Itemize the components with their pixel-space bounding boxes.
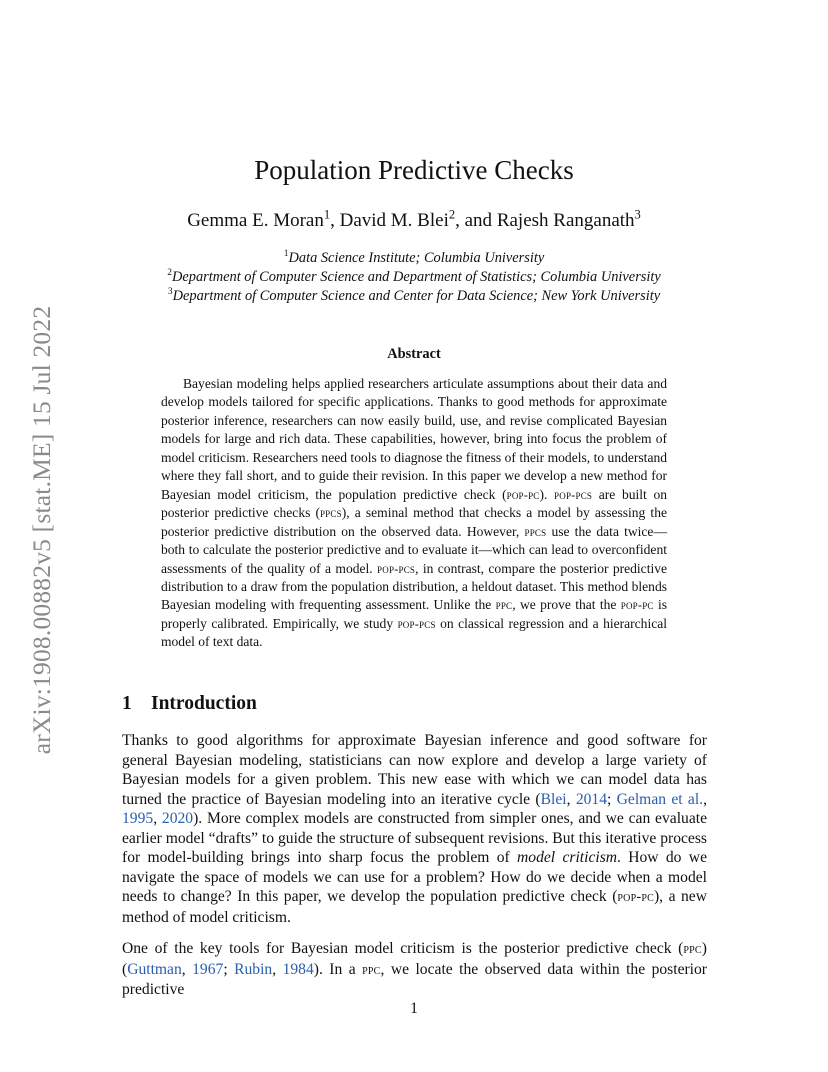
abstract-heading: Abstract	[387, 346, 441, 362]
body-text: Thanks to good algorithms for approximate Bayesian inference and good software for general Bayesian modeling, statisticians can now explore and develop a large variety of Bayesian models for a given problem. This new ease with which we can model data has turned the practice of Bayesian modeling into an iterative cycle (	[122, 732, 707, 808]
body-text: ,	[181, 960, 193, 978]
abstract-text: is properly calibrated. Empirically, we study	[161, 597, 667, 631]
author-affil-marker: 2	[448, 207, 456, 222]
body-paragraph	[122, 731, 707, 927]
citation-link[interactable]: 2014	[575, 790, 608, 808]
body-text: ), a new method of model criticism.	[122, 888, 707, 926]
body-text: ,	[566, 790, 576, 808]
acronym: pop-pcs	[554, 487, 593, 502]
body-text: ,	[703, 790, 707, 808]
abstract-text: , we prove that the	[512, 597, 621, 613]
body-text: ). More complex models are constructed from simpler ones, and we can evaluate earlier model “drafts” to guide the structure of subsequent revisions. But this iterative process for model-building brings into sharp focus the problem of	[122, 810, 708, 866]
affiliation-text: Department of Computer Science and Center for Data Science; New York University	[172, 288, 661, 304]
abstract-text: use the data twice—both to calculate the posterior predictive and to evaluate it—which can lead to overconfident assessments of the quality of a model.	[161, 523, 667, 576]
acronym: pop-pc	[617, 889, 654, 905]
page-number: 1	[410, 1000, 418, 1017]
citation-link[interactable]: 1984	[282, 960, 314, 978]
body-text: ,	[272, 960, 283, 978]
acronym: ppc	[362, 961, 381, 978]
citation-link[interactable]: 2020	[161, 810, 194, 827]
abstract-text: Bayesian modeling helps applied researchers articulate assumptions about their data and develop models tailored for specific applications. Thanks to good methods for approximate posterior inference, researchers can now easily build, use, and revise complicated Bayesian models for large and rich data. These capabilities, however, bring into focus the problem of model criticism. Researchers need tools to diagnose the fitness of their models, to understand where they fall short, and to guide their revision. In this paper we develop a new method for Bayesian model criticism, the population predictive check (	[161, 376, 667, 502]
body-paragraph	[122, 939, 707, 1000]
paper-title: Population Predictive Checks	[254, 155, 574, 185]
citation-link[interactable]: Blei	[540, 790, 567, 808]
author-separator: ,	[330, 210, 340, 231]
author-separator: , and	[455, 210, 497, 231]
abstract-text: on classical regression and a hierarchical model of text data.	[161, 615, 667, 650]
citation-link[interactable]: 1995	[122, 810, 154, 827]
affiliation	[0, 249, 828, 268]
acronym: ppcs	[319, 506, 342, 521]
acronym: pop-pc	[506, 487, 540, 502]
acronym: ppc	[495, 598, 513, 613]
citation-link[interactable]: 1967	[192, 960, 224, 978]
abstract-text: are built on posterior predictive checks (	[161, 486, 667, 521]
citation-link[interactable]: Gelman et al.	[616, 790, 704, 808]
author-affil-marker: 3	[634, 207, 641, 222]
abstract-text: ).	[539, 486, 555, 502]
abstract-text: , in contrast, compare the posterior predictive distribution to a draw from the population distribution, a heldout dataset. This method blends Bayesian modeling with frequenting assessment. Unlike the	[161, 560, 668, 613]
affiliation-text: Department of Computer Science and Department of Statistics; Columbia University	[171, 269, 661, 285]
body-text: ,	[153, 810, 162, 827]
section-title: Introduction	[151, 693, 257, 714]
acronym: ppcs	[524, 524, 547, 539]
acronym: pop-pcs	[377, 561, 416, 576]
acronym: ppc	[683, 941, 702, 957]
body-text: ;	[607, 790, 617, 808]
citation-link[interactable]: Guttman	[127, 960, 182, 978]
abstract-text: ), a seminal method that checks a model by assessing the posterior predictive distribution on the observed data. However,	[161, 505, 667, 539]
acronym: pop-pcs	[397, 616, 436, 631]
affiliation	[0, 268, 828, 287]
body-text: One of the key tools for Bayesian model criticism is the posterior predictive check (	[122, 940, 684, 957]
author-name: Gemma E. Moran	[187, 210, 324, 231]
affiliation-marker: 2	[167, 268, 172, 279]
body-text: , we locate the observed data within the posterior predictive	[122, 960, 707, 998]
author-name: Rajesh Ranganath	[496, 210, 635, 231]
affiliation	[0, 287, 828, 306]
body-text: ). In a	[313, 960, 363, 978]
body-text: ;	[223, 960, 235, 978]
author-list	[0, 208, 828, 234]
acronym: pop-pc	[620, 598, 654, 613]
body-text: . How do we navigate the space of models we can use for a problem? How do we decide when a model needs to change? In this paper, we develop the population predictive check (	[122, 849, 707, 905]
body-text: ) (	[122, 940, 707, 978]
section-heading	[122, 691, 257, 717]
author-affil-marker: 1	[323, 207, 331, 222]
citation-link[interactable]: Rubin	[234, 960, 273, 978]
affiliation-marker: 1	[283, 249, 289, 260]
author-name: David M. Blei	[339, 210, 449, 231]
affiliation-list	[0, 249, 828, 306]
affiliation-text: Data Science Institute; Columbia University	[288, 250, 545, 266]
abstract-body	[161, 375, 667, 652]
arxiv-stamp: arXiv:1908.00882v5 [stat.ME] 15 Jul 2022	[27, 305, 56, 755]
affiliation-marker: 3	[167, 287, 173, 298]
emphasis: model criticism	[517, 849, 618, 866]
section-number: 1	[122, 693, 132, 714]
